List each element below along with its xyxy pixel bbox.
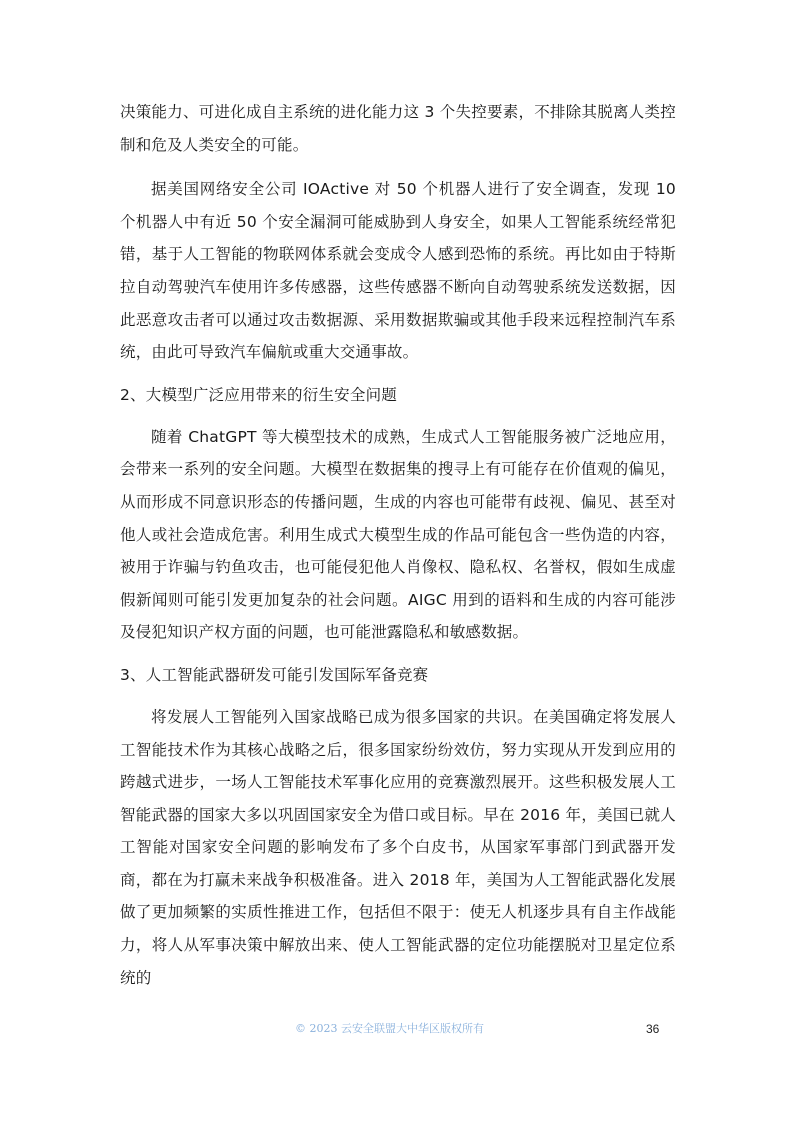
page-number: 36	[646, 1022, 660, 1036]
copyright-notice: © 2023 云安全联盟大中华区版权所有	[295, 1022, 484, 1035]
page-body	[120, 96, 676, 994]
paragraph-continuation: 决策能力、可进化成自主系统的进化能力这 3 个失控要素，不排除其脱离人类控制和危及人类安全的可能。	[120, 103, 676, 154]
paragraph-large-models: 随着 ChatGPT 等大模型技术的成熟，生成式人工智能服务被广泛地应用，会带来一系列的安全问题。大模型在数据集的搜寻上有可能存在价值观的偏见，从而形成不同意识形态的传播问题，生成的内容也可能带有歧视、偏见、甚至对他人或社会造成危害。利用生成式大模型生成的作品可能包含一些伪造的内容，被用于诈骗与钓鱼攻击，也可能侵犯他人肖像权、隐私权、名誉权，假如生成虚假新闻则可能引发更加复杂的社会问题。AIGC 用到的语料和生成的内容可能涉及侵犯知识产权方面的问题，也可能泄露隐私和敏感数据。	[120, 427, 676, 642]
section-heading-2: 2、大模型广泛应用带来的衍生安全问题	[120, 385, 397, 404]
section-heading-3: 3、人工智能武器研发可能引发国际军备竞赛	[120, 665, 429, 684]
page-footer	[0, 1020, 793, 1040]
paragraph-ai-weapons: 将发展人工智能列入国家战略已成为很多国家的共识。在美国确定将发展人工智能技术作为其核心战略之后，很多国家纷纷效仿，努力实现从开发到应用的跨越式进步，一场人工智能技术军事化应用的竞赛激烈展开。这些积极发展人工智能武器的国家大多以巩固国家安全为借口或目标。早在 2016 年，美国已就人工智能对国家安全问题的影响发布了多个白皮书，从国家军事部门到武器开发商，都在为打赢未来战争积极准备。进入 2018 年，美国为人工智能武器化发展做了更加频繁的实质性推进工作，包括但不限于：使无人机逐步具有自主作战能力，将人从军事决策中解放出来、使人工智能武器的定位功能摆脱对卫星定位系统的	[120, 707, 676, 987]
paragraph-ioactive-survey: 据美国网络安全公司 IOActive 对 50 个机器人进行了安全调查，发现 10 个机器人中有近 50 个安全漏洞可能威胁到人身安全，如果人工智能系统经常犯错，基于人工智能的物联网体系就会变成令人感到恐怖的系统。再比如由于特斯拉自动驾驶汽车使用许多传感器，这些传感器不断向自动驾驶系统发送数据，因此恶意攻击者可以通过攻击数据源、采用数据欺骗或其他手段来远程控制汽车系统，由此可导致汽车偏航或重大交通事故。	[120, 180, 676, 362]
